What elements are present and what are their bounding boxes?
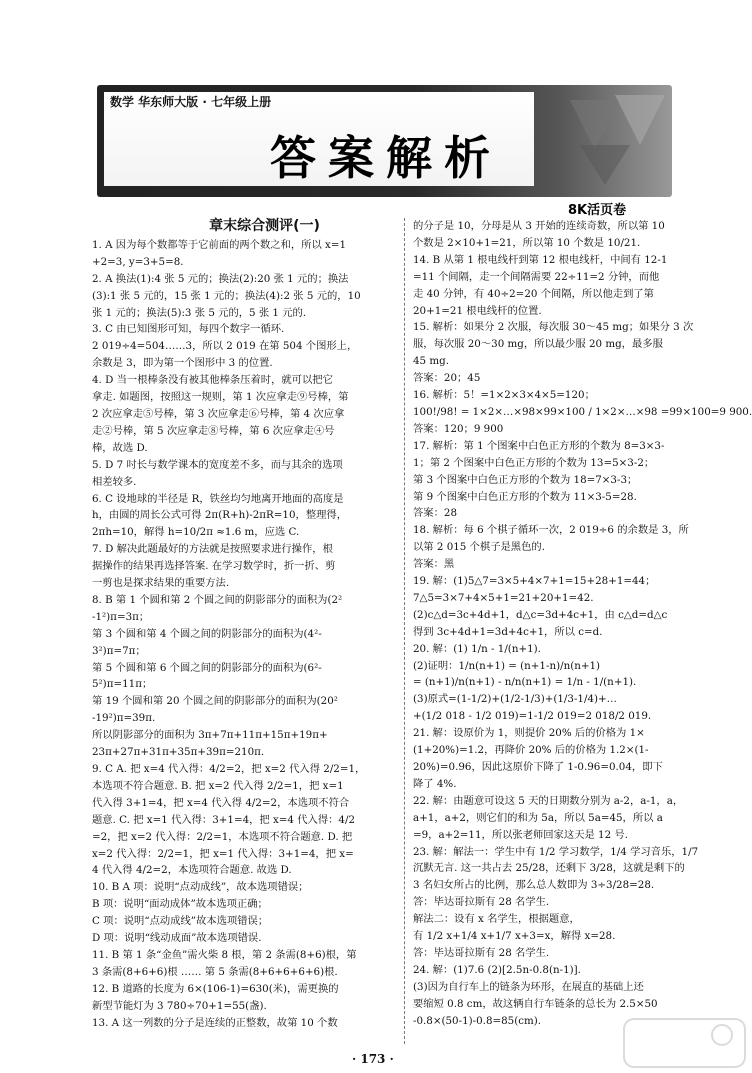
answer-line: 2 次应拿走⑤号棒，第 3 次应拿走⑥号棒，第 4 次应拿	[92, 407, 345, 420]
answer-line: 沉默无言. 这一共占去 25/28，还剩下 3/28，这就是剩下的	[413, 862, 685, 875]
answer-line: 服，每次服 20～30 mg，所以最少服 20 mg，最多服	[413, 338, 663, 351]
answer-line: 有 1/2 x+1/4 x+1/7 x+3=x，解得 x=28.	[413, 930, 616, 943]
answer-line: 3²)π=7π；	[92, 644, 146, 657]
answer-line: 走②号棒，第 5 次应拿走⑧号棒，第 6 次应拿走④号	[92, 424, 335, 437]
answer-line: 3 条需(8+6+6)根 …… 第 5 条需(8+6+6+6+6)根.	[92, 965, 338, 978]
answer-line: 21. 解：设原价为 1，则提价 20% 后的价格为 1×	[413, 727, 645, 740]
answer-line: 拿走. 如题图，按照这一规则，第 1 次应拿走⑨号棒，第	[92, 391, 349, 404]
answer-line: (3)原式=(1-1/2)+(1/2-1/3)+(1/3-1/4)+…	[413, 693, 617, 706]
answer-line: = (n+1)/n(n+1) - n/n(n+1) = 1/n - 1/(n+1).	[413, 676, 637, 689]
answer-line: -1²)π=3π；	[92, 610, 150, 623]
answer-line: B 项：说明“面动成体”故本选项正确；	[92, 898, 268, 911]
answer-line: 17. 解析：第 1 个图案中白色正方形的个数为 8=3×3-	[413, 439, 665, 452]
answer-line: 8. B 第 1 个圆和第 2 个圆之间的阴影部分的面积为(2²	[92, 593, 343, 606]
answer-line: C 项：说明“点动成线”故本选项错误；	[92, 915, 269, 928]
answer-line: 余数是 3，即为第一个图形中 3 的位置.	[92, 357, 273, 370]
answer-line: 5²)π=11π；	[92, 678, 153, 691]
answer-line: 1. A 因为每个数都等于它前面的两个数之和，所以 x=1	[92, 238, 347, 251]
answer-line: 第 5 个圆和第 6 个圆之间的阴影部分的面积为(6²-	[92, 661, 322, 674]
answer-line: 代入得 3+1=4，把 x=4 代入得 4/2=2，本选项不符合	[92, 796, 350, 809]
page-number: · 173 ·	[352, 1052, 394, 1066]
answer-line: 9. C A. 把 x=4 代入得：4/2=2，把 x=2 代入得 2/2=1，	[92, 763, 366, 775]
answer-line: 本选项不符合题意. B. 把 x=2 代入得 2/2=1，把 x=1	[92, 779, 344, 792]
answer-line: 一剪也是探求结果的重要方法.	[92, 577, 230, 590]
answer-line: a+1，a+2，则它们的和为 5a，所以 5a=45，所以 a	[413, 811, 663, 824]
answer-line: 答：毕达哥拉斯有 28 名学生.	[413, 946, 550, 959]
answer-line: (3):1 张 5 元的，15 张 1 元的；换法(4):2 张 5 元的，10	[92, 289, 361, 302]
answer-line: 1；第 2 个图案中白色正方形的个数为 13=5×3-2；	[413, 456, 655, 469]
answer-line: (3)因为自行车上的链条为环形，在展直的基础上还	[413, 980, 644, 993]
answer-line: 张 1 元的；换法(5):3 张 5 元的，5 张 1 元的.	[92, 306, 307, 319]
answer-line: -0.8×(50-1)-0.8=85(cm).	[413, 1014, 542, 1027]
right-column	[413, 218, 752, 1030]
answer-line: D 项：说明“线动成面”故本选项错误.	[92, 932, 262, 945]
answer-line: =9，a+2=11，所以张老师回家这天是 12 号.	[413, 828, 629, 841]
answer-line: 5. D 7 吋长与数学课本的宽度差不多，而与其余的选项	[92, 458, 343, 471]
answer-line: 答案：黑	[413, 558, 455, 571]
answer-line: 答：毕达哥拉斯有 28 名学生.	[413, 896, 550, 909]
answer-line: 20%)=0.96，因此这原价下降了 1-0.96=0.04，即下	[413, 761, 663, 773]
answer-line: 走 40 分钟，有 40÷2=20 个间隔，所以他走到了第	[413, 287, 654, 300]
left-answer-list	[92, 237, 397, 1032]
banner-title: 答案解析	[270, 131, 502, 185]
answer-line: 新型节能灯为 3 780÷70+1=55(盏).	[92, 999, 267, 1012]
answer-line: 20+1=21 根电线杆的位置.	[413, 304, 542, 317]
answer-line: h，由圆的周长公式可得 2π(R+h)-2πR=10，整理得，	[92, 509, 348, 522]
answer-line: 7△5=3×7+4×5+1=21+20+1=42.	[413, 591, 594, 604]
answer-line: 降了 4%.	[413, 777, 457, 790]
answer-line: 12. B 道路的长度为 6×(106-1)=630(米)，需更换的	[92, 982, 339, 995]
banner-subtitle: 数学 华东师大版 · 七年级上册	[110, 95, 272, 109]
answer-line: 第 3 个图案中白色正方形的个数为 18=7×3-3；	[413, 473, 638, 486]
answer-line: 15. 解析：如果分 2 次服，每次服 30～45 mg；如果分 3 次	[413, 321, 694, 334]
answer-line: 16. 解析：5！=1×2×3×4×5=120；	[413, 389, 595, 402]
answer-line: 3 名妇女所占的比例，那么总人数即为 3÷3/28=28.	[413, 879, 655, 892]
answer-line: +2=3, y=3+5=8.	[92, 255, 184, 268]
answer-line: 所以阴影部分的面积为 3π+7π+11π+15π+19π+	[92, 729, 328, 742]
answer-line: 答案：120；9 900	[413, 422, 504, 435]
answer-line: 22. 解：由题意可设这 5 天的日期数分别为 a-2，a-1，a，	[413, 794, 684, 807]
answer-line: 20. 解：(1) 1/n - 1/(n+1).	[413, 642, 541, 655]
right-answer-list	[413, 218, 752, 1030]
answer-line: =2，把 x=2 代入得：2/2=1，本选项不符合题意. D. 把	[92, 830, 353, 843]
answer-line: 第 9 个图案中白色正方形的个数为 11×3-5=28.	[413, 490, 637, 503]
left-column	[92, 218, 397, 1032]
answer-line: 要缩短 0.8 cm，故这辆自行车链条的总长为 2.5×50	[413, 997, 658, 1010]
answer-line: (1+20%)=1.2，再降价 20% 后的价格为 1.2×(1-	[413, 744, 649, 757]
answer-line: 4. D 当一根棒条没有被其他棒条压着时，就可以把它	[92, 374, 333, 387]
answer-line: 以第 2 015 个棋子是黑色的.	[413, 541, 545, 554]
answer-line: 23π+27π+31π+35π+39π=210π.	[92, 746, 265, 759]
banner-tag: 8K活页卷	[568, 203, 627, 218]
answer-line: 解法二：设有 x 名学生，根据题意，	[413, 913, 580, 926]
answer-line: 23. 解：解法一：学生中有 1/2 学习数学，1/4 学习音乐，1/7	[413, 845, 699, 858]
answer-line: 得到 3c+4d+1=3d+4c+1，所以 c=d.	[413, 625, 603, 638]
answer-line: 棒，故选 D.	[92, 441, 148, 454]
answer-line: 的分子是 10，分母是从 3 开始的连续奇数，所以第 10	[413, 220, 665, 232]
answer-line: x=2 代入得：2/2=1，把 x=1 代入得：3+1=4，把 x=	[92, 847, 354, 860]
answer-line: 第 3 个圆和第 4 个圆之间的阴影部分的面积为(4²-	[92, 627, 322, 640]
answer-line: 45 mg.	[413, 355, 450, 368]
answer-line: 相差较多.	[92, 475, 137, 488]
answer-line: 6. C 设地球的半径是 R，铁丝均匀地离开地面的高度是	[92, 492, 344, 505]
answer-line: 据操作的结果再选择答案. 在学习数学时，折一折、剪	[92, 560, 336, 573]
decorative-shapes-icon	[560, 90, 670, 190]
answer-line: 2. A 换法(1):4 张 5 元的；换法(2):20 张 1 元的；换法	[92, 272, 349, 285]
answer-line: 24. 解：(1)7.6 (2)[2.5n-0.8(n-1)].	[413, 963, 581, 976]
answer-line: 14. B 从第 1 根电线杆到第 12 根电线杆，中间有 12-1	[413, 253, 668, 266]
answer-line: 答案：28	[413, 507, 457, 520]
answer-line: 4 代入得 4/2=2，本选项符合题意. 故选 D.	[92, 864, 292, 877]
answer-line: +(1/2 018 - 1/2 019)=1-1/2 019=2 018/2 019.	[413, 710, 652, 723]
answer-line: 19. 解：(1)5△7=3×5+4×7+1=15+28+1=44；	[413, 575, 656, 588]
watermark-logo-icon	[622, 1015, 747, 1071]
answer-line: 11. B 第 1 条“金鱼”需火柴 8 根，第 2 条需(8+6)根，第	[92, 948, 357, 961]
answer-line: 10. B A 项：说明“点动成线”，故本选项错误；	[92, 881, 309, 894]
answer-line: 3. C 由已知图形可知，每四个数字一循环.	[92, 323, 285, 336]
column-divider	[404, 218, 405, 1044]
answer-line: (2)证明：1/n(n+1) = (n+1-n)/n(n+1)	[413, 659, 601, 672]
answer-line: 题意. C. 把 x=1 代入得：3+1=4，把 x=4 代入得：4/2	[92, 813, 356, 826]
answer-line: 7. D 解决此题最好的方法就是按照要求进行操作，根	[92, 543, 333, 556]
answer-line: 2 019÷4=504……3，所以 2 019 在第 504 个图形上，	[92, 340, 358, 353]
answer-line: 答案：20；45	[413, 372, 481, 385]
answer-line: -19²)π=39π.	[92, 712, 156, 725]
answer-line: =11 个间隔，走一个间隔需要 22÷11=2 分钟，而他	[413, 270, 660, 283]
answer-line: 13. A 这一列数的分子是连续的正整数，故第 10 个数	[92, 1016, 338, 1029]
answer-line: 100!/98! = 1×2×…×98×99×100 / 1×2×…×98 =99×100=9 900.	[413, 405, 752, 418]
section-title: 章末综合测评(一)	[209, 218, 320, 234]
answer-line: 个数是 2×10+1=21，所以第 10 个数是 10/21.	[413, 236, 641, 249]
answer-line: (2)c△d=3c+4d+1，d△c=3d+4c+1，由 c△d=d△c	[413, 608, 668, 621]
answer-line: 2πh=10，解得 h=10/2π ≈1.6 m，应选 C.	[92, 526, 300, 539]
answer-line: 第 19 个圆和第 20 个圆之间的阴影部分的面积为(20²	[92, 695, 338, 708]
answer-line: 18. 解析：每 6 个棋子循环一次，2 019÷6 的余数是 3，所	[413, 524, 689, 537]
